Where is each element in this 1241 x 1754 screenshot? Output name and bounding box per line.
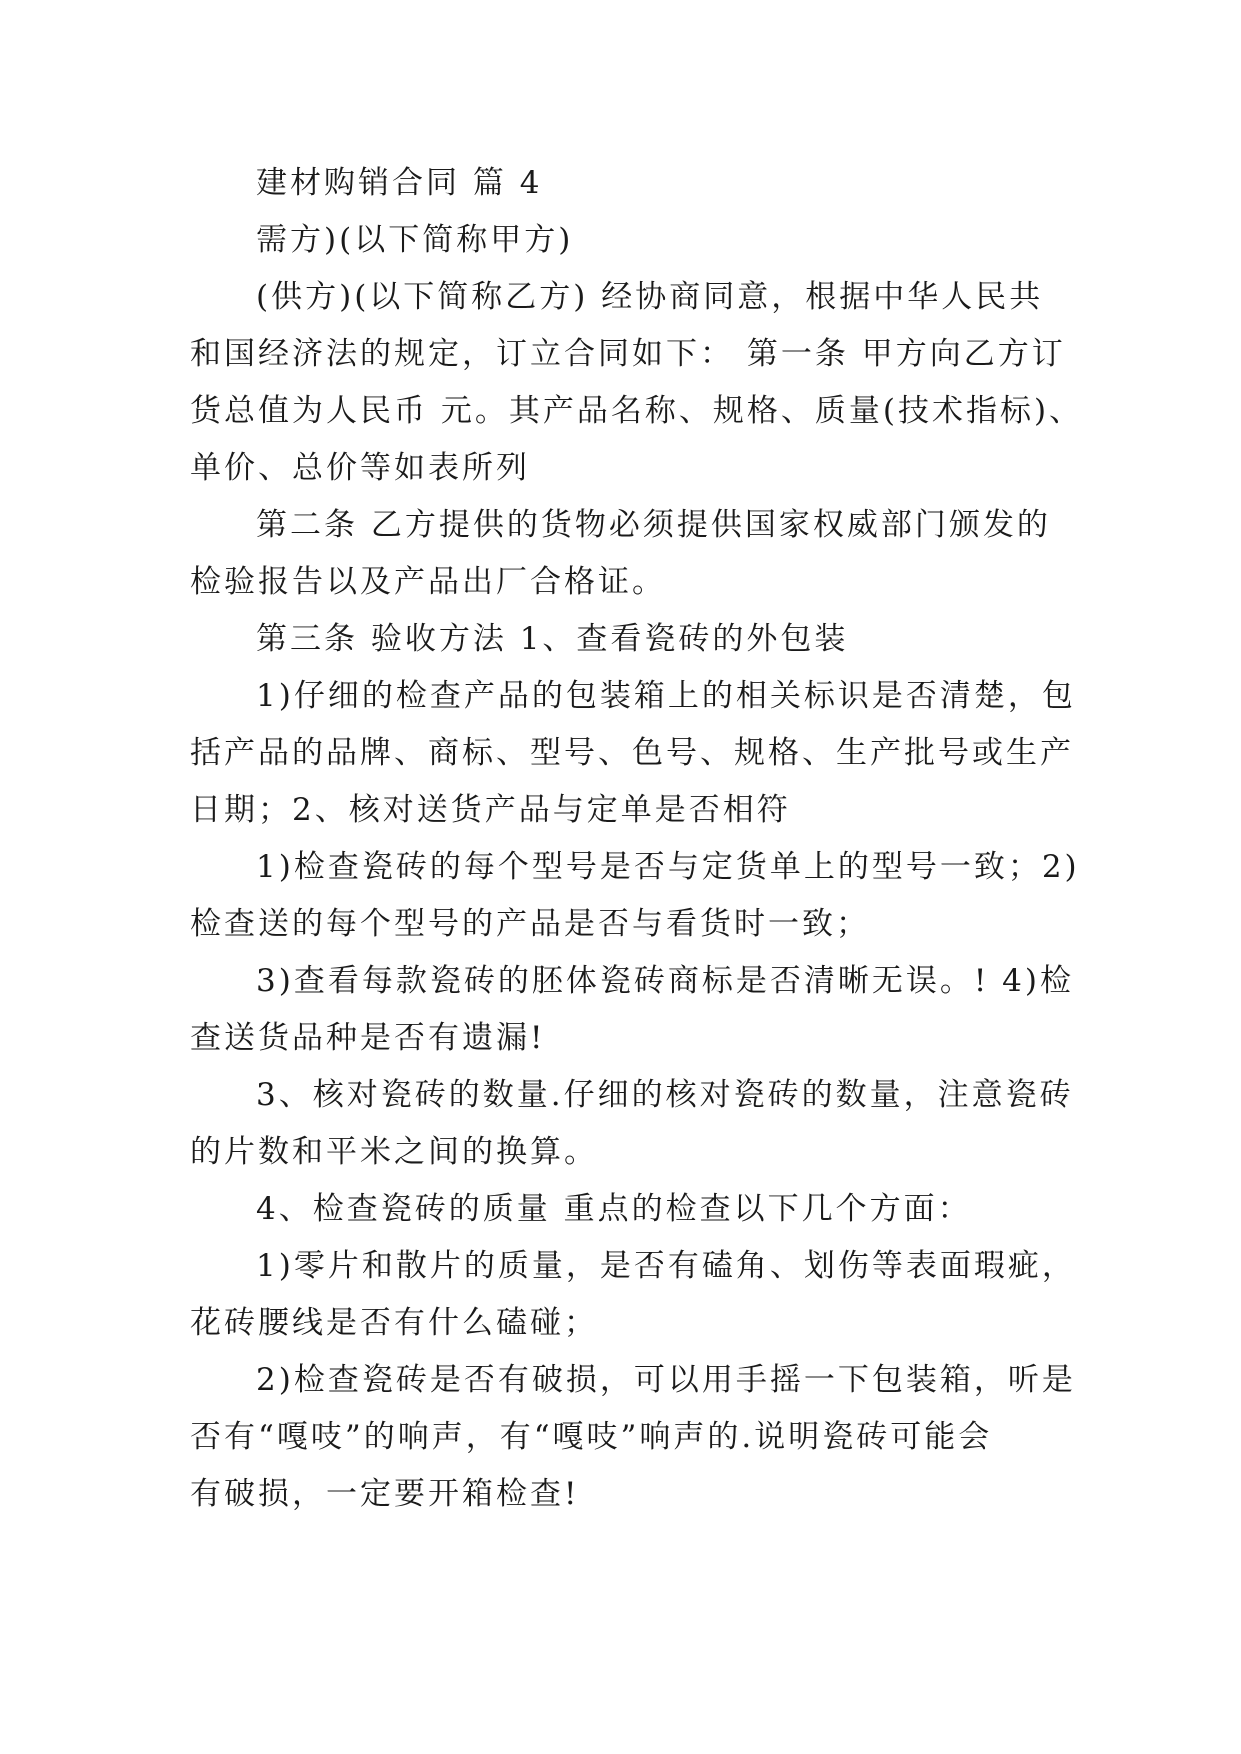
text-line: (供方)(以下简称乙方) 经协商同意，根据中华人民共 [256,279,1044,315]
text-line: 的片数和平米之间的换算。 [190,1134,598,1170]
paragraph [190,1238,1076,1352]
paragraph [190,1352,1076,1523]
paragraph [190,953,1074,1067]
text-line: 单价、总价等如表所列 [190,450,530,486]
text-line: 需方)(以下简称甲方) [256,222,574,258]
document-body [190,155,1084,1523]
text-line: 建材购销合同 篇 4 [256,165,543,201]
paragraph [190,839,1080,953]
text-line: 第二条 乙方提供的货物必须提供国家权威部门颁发的 [256,507,1051,543]
paragraph [190,1067,1074,1181]
text-line: 4、检查瓷砖的质量 重点的检查以下几个方面： [256,1191,972,1227]
paragraph [190,212,1070,269]
text-line: 检验报告以及产品出厂合格证。 [190,564,666,600]
text-line: 和国经济法的规定，订立合同如下： 第一条 甲方向乙方订 [190,336,1066,372]
text-line: 1)零片和散片的质量，是否有磕角、划伤等表面瑕疵， [256,1248,1076,1284]
text-line: 日期；2、核对送货产品与定单是否相符 [190,792,791,828]
paragraph [190,611,1070,668]
text-line: 1)检查瓷砖的每个型号是否与定货单上的型号一致；2) [256,849,1080,885]
text-line: 货总值为人民币 元。其产品名称、规格、质量(技术指标)、 [190,393,1084,429]
text-line: 否有“嘎吱”的响声，有“嘎吱”响声的.说明瓷砖可能会 [190,1419,993,1455]
text-line: 括产品的品牌、商标、型号、色号、规格、生产批号或生产 [190,735,1074,771]
text-line: 第三条 验收方法 1、查看瓷砖的外包装 [256,621,849,657]
text-line: 检查送的每个型号的产品是否与看货时一致； [190,906,870,942]
text-line: 1)仔细的检查产品的包装箱上的相关标识是否清楚，包 [256,678,1076,714]
text-line: 3、核对瓷砖的数量.仔细的核对瓷砖的数量，注意瓷砖 [256,1077,1074,1113]
text-line: 3)查看每款瓷砖的胚体瓷砖商标是否清晰无误。! 4)检 [256,963,1074,999]
text-line: 查送货品种是否有遗漏! [190,1020,546,1056]
paragraph [190,155,1070,212]
paragraph [190,668,1076,839]
text-line: 2)检查瓷砖是否有破损，可以用手摇一下包装箱，听是 [256,1362,1076,1398]
text-line: 花砖腰线是否有什么磕碰； [190,1305,598,1341]
paragraph [190,1181,1070,1238]
paragraph [190,497,1070,611]
text-line: 有破损，一定要开箱检查! [190,1476,580,1512]
paragraph [190,269,1084,497]
